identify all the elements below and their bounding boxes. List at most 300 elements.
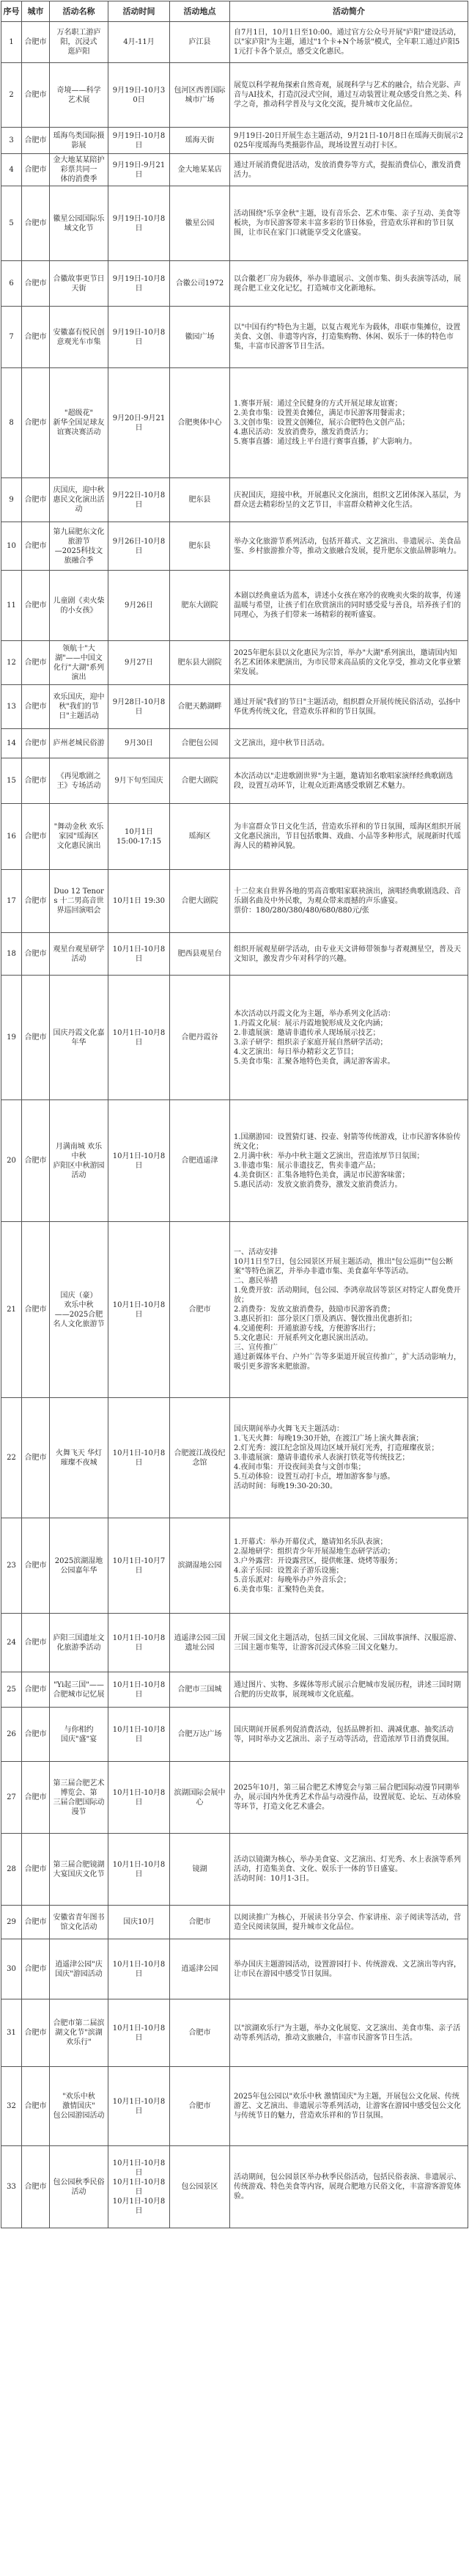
row-time: 10月1日-10月8日 xyxy=(108,1222,170,1398)
intro-line: 5.惠民活动：发放文旅消费券，激发文旅消费活力。 xyxy=(234,1180,402,1189)
row-time: 10月1日-10月8日 10月1日-10月8日 10月1日-10月8日 xyxy=(108,2146,170,2228)
row-intro xyxy=(230,186,468,261)
row-no: 32 xyxy=(1,2067,22,2146)
row-no: 12 xyxy=(1,641,22,685)
intro-line: 活动时间：每晚19:30-20:30。 xyxy=(234,1482,338,1490)
intro-line: 2025年肥东县以文化惠民为宗旨，举办"大湖"系列演出，邀请国内知名艺术团体来肥演出，为市民带来高品质的文化享受，推动文化事业繁荣发展。 xyxy=(234,649,461,676)
row-no: 22 xyxy=(1,1398,22,1518)
row-no: 23 xyxy=(1,1518,22,1614)
row-time: 10月1日-10月8日 xyxy=(108,1672,170,1708)
row-place: 合肥市 xyxy=(170,1222,230,1398)
header-time: 活动时间 xyxy=(108,1,170,22)
intro-line: 2.非遗展演：邀请非遗传承人现场展示技艺； xyxy=(234,1028,380,1037)
row-time: 10月1日-10月8日 xyxy=(108,1398,170,1518)
row-city: 合肥市 xyxy=(22,522,50,571)
row-no: 33 xyxy=(1,2146,22,2228)
intro-line: 3.文创市集：设置文创摊位，展示合肥特色文创产品； xyxy=(234,419,410,427)
intro-line: 1.丹霞文化展：展示丹霞地貌形成及文化内涵； xyxy=(234,1019,388,1028)
row-name: 瑶海鸟类国际摄影展 xyxy=(50,128,108,154)
table-row xyxy=(1,368,468,478)
row-time: 国庆10月 xyxy=(108,1906,170,1939)
row-name: Duo 12 Tenors 十二男高音世界巡回演唱会 xyxy=(50,870,108,933)
row-intro xyxy=(230,261,468,307)
row-city: 合肥市 xyxy=(22,1834,50,1906)
row-city: 合肥市 xyxy=(22,571,50,641)
intro-line: 活动期间，包公园景区举办秋季民俗活动，包括民俗表演、非遗展示、传统游戏、特色美食等内容，展现合肥地方民俗文化，丰富游客游览体验。 xyxy=(234,2173,461,2200)
row-intro xyxy=(230,571,468,641)
intro-line: 2.湿地研学：组织青少年开展湿地生态研学活动； xyxy=(234,1547,395,1556)
table-row xyxy=(1,186,468,261)
row-name: 合肥市第二届滨湖文化节"滨湖欢乐行" xyxy=(50,1999,108,2067)
row-no: 9 xyxy=(1,478,22,522)
row-intro xyxy=(230,154,468,186)
row-no: 6 xyxy=(1,261,22,307)
row-intro xyxy=(230,1834,468,1906)
row-name: 徽星公园国际乐域文化节 xyxy=(50,186,108,261)
row-no: 14 xyxy=(1,729,22,758)
row-time: 10月1日-10月8日 xyxy=(108,1999,170,2067)
intro-line: 5.赛事直播：通过线上平台进行赛事直播，扩大影响力。 xyxy=(234,438,417,446)
row-intro xyxy=(230,685,468,729)
row-time: 10月1日-10月8日 xyxy=(108,1762,170,1834)
intro-line: 3.户外露营：开设露营区，提供帐篷、烧烤等服务； xyxy=(234,1556,402,1565)
intro-line: 5.互动体验：设置互动打卡点，增加游客参与感。 xyxy=(234,1473,395,1481)
row-name: "Yi起三国"——合肥城市记忆展 xyxy=(50,1672,108,1708)
row-city: 合肥市 xyxy=(22,478,50,522)
row-name: 庆国庆，迎中秋惠民文化演出活动 xyxy=(50,478,108,522)
row-no: 28 xyxy=(1,1834,22,1906)
intro-line: 以"滨湖欢乐行"为主题，举办文化展览、文艺演出、美食市集、亲子活动等系列活动，推动文旅融合，丰富市民游客节日生活。 xyxy=(234,2024,461,2042)
row-place: 合肥大剧院 xyxy=(170,870,230,933)
row-no: 18 xyxy=(1,933,22,976)
table-row xyxy=(1,1100,468,1222)
intro-line: 3.非遗市集：展示非遗技艺，售卖非遗产品； xyxy=(234,1161,380,1170)
row-city: 合肥市 xyxy=(22,186,50,261)
row-place: 肥东大剧院 xyxy=(170,571,230,641)
table-row xyxy=(1,1518,468,1614)
header-city: 城市 xyxy=(22,1,50,22)
row-time: 4月-11月 xyxy=(108,22,170,63)
intro-line: 2.美食市集：设置美食摊位，满足市民游客用餐需求； xyxy=(234,409,410,417)
row-place: 肥东县 xyxy=(170,522,230,571)
row-intro xyxy=(230,1398,468,1518)
row-name: 领航十"大湖"——中国文 化行"大湖"系列演出 xyxy=(50,641,108,685)
table-row xyxy=(1,478,468,522)
intro-line: 6.美食市集：汇聚特色美食。 xyxy=(234,1585,329,1594)
row-city: 合肥市 xyxy=(22,641,50,685)
intro-line: 为丰富群众节日文化生活，营造欢乐祥和的节日氛围，瑶海区组织开展文化惠民演出，节目包括歌舞、戏曲、小品等多种形式，展现新时代瑶海人民的精神风貌。 xyxy=(234,823,461,850)
row-place: 徽园广场 xyxy=(170,307,230,368)
row-time: 9月26日 xyxy=(108,571,170,641)
row-intro xyxy=(230,804,468,870)
intro-line: 自7月1日，10月1日至10:00。通过官方公众号开展"庐阳"建设活动，以"家庐阳"为主题，通过"1个卡+N个场景"模式，全年职工通过庐阳51元打卡各个景点，感受文化惠民。 xyxy=(234,29,461,56)
intro-line: 活动以镜湖为核心，举办美食宴、文艺演出、灯光秀、水上表演等系列活动，打造集美食、文化、娱乐于一体的节日盛宴。 xyxy=(234,1856,461,1873)
row-name: "超级花" 新华全国足球友谊赛决赛活动 xyxy=(50,368,108,478)
intro-line: 本次活动以"走进歌剧世界"为主题，邀请知名歌唱家演绎经典歌剧选段，设置互动环节，让观众近距离感受歌剧艺术魅力。 xyxy=(234,772,454,790)
row-name: 儿童剧《卖火柴的小女孩》 xyxy=(50,571,108,641)
intro-line: 十二位来自世界各地的男高音歌唱家联袂演出，演唱经典歌剧选段、音乐剧名曲及中外民歌，为观众带来震撼的声乐盛宴。 xyxy=(234,888,461,905)
row-intro xyxy=(230,22,468,63)
intro-line: 本剧以经典童话为蓝本，讲述小女孩在寒冷的夜晚卖火柴的故事，传递温暖与希望，让孩子们在欣赏演出的同时感受爱与善良，培养孩子们的同理心，为孩子们带来一场精彩的视听盛宴。 xyxy=(234,592,461,619)
row-intro xyxy=(230,1518,468,1614)
row-name: 2025滨湖湿地公园嘉年华 xyxy=(50,1518,108,1614)
row-place: 肥东县 xyxy=(170,478,230,522)
intro-line: 以阅读推广为核心，开展读书分享会、作家讲座、亲子阅读等活动，营造全民阅读氛围，提升城市文化品位。 xyxy=(234,1913,461,1931)
table-row xyxy=(1,1999,468,2067)
row-time: 10月1日-10月8日 xyxy=(108,1834,170,1906)
row-no: 26 xyxy=(1,1708,22,1762)
header-place: 活动地点 xyxy=(170,1,230,22)
row-place: 肥西县观星台 xyxy=(170,933,230,976)
table-row xyxy=(1,933,468,976)
header-name: 活动名称 xyxy=(50,1,108,22)
row-city: 合肥市 xyxy=(22,870,50,933)
row-name: 庐阳三国遗址文化旅游季活动 xyxy=(50,1614,108,1672)
row-city: 合肥市 xyxy=(22,2146,50,2228)
row-no: 31 xyxy=(1,1999,22,2067)
intro-line: 以合徽老厂房为载体，举办非遗展示、文创市集、街头表演等活动，展现合肥工业文化记忆，打造城市文化新地标。 xyxy=(234,274,461,293)
row-city: 合肥市 xyxy=(22,1906,50,1939)
row-name: 第三届合肥镜湖大宴国庆文化节 xyxy=(50,1834,108,1906)
row-time: 10月1日 15:00-17:15 xyxy=(108,804,170,870)
row-no: 5 xyxy=(1,186,22,261)
table-row xyxy=(1,729,468,758)
row-intro xyxy=(230,522,468,571)
row-no: 3 xyxy=(1,128,22,154)
table-row xyxy=(1,1834,468,1906)
row-place: 合肥市 xyxy=(170,1999,230,2067)
intro-line: 三、宣传推广 xyxy=(234,1344,278,1352)
header-intro: 活动简介 xyxy=(230,1,468,22)
row-no: 25 xyxy=(1,1672,22,1708)
row-name: 合徽故事更节日天街 xyxy=(50,261,108,307)
row-intro xyxy=(230,1939,468,1999)
row-place: 合肥天鹅湖畔 xyxy=(170,685,230,729)
row-city: 合肥市 xyxy=(22,307,50,368)
row-time: 10月1日-10月8日 xyxy=(108,1614,170,1672)
row-city: 合肥市 xyxy=(22,685,50,729)
row-intro xyxy=(230,1222,468,1398)
row-time: 9月19日-9月21日 xyxy=(108,154,170,186)
row-city: 合肥市 xyxy=(22,804,50,870)
row-city: 合肥市 xyxy=(22,1100,50,1222)
row-no: 7 xyxy=(1,307,22,368)
table-row xyxy=(1,63,468,128)
row-city: 合肥市 xyxy=(22,154,50,186)
row-name: 《再见歌剧之王》专场活动 xyxy=(50,758,108,804)
intro-line: 组织开展观星研学活动，由专业天文讲师带领参与者观测星空，普及天文知识，激发青少年对科学的兴趣。 xyxy=(234,945,461,963)
row-no: 16 xyxy=(1,804,22,870)
row-name: 金大地某某陪护彩票共同一 体的消费季 xyxy=(50,154,108,186)
intro-line: 2.灯光秀：渡江纪念馆及周边区域开展灯光秀，打造璀璨夜景； xyxy=(234,1444,439,1452)
row-place: 包公园景区 xyxy=(170,2146,230,2228)
row-place: 合肥市 xyxy=(170,2067,230,2146)
row-city: 合肥市 xyxy=(22,1672,50,1708)
intro-line: 1.免费开放：活动期间，包公园、李鸿章故居等景区对特定人群免费开放； xyxy=(234,1287,461,1304)
row-name: 欢乐国庆，迎中秋"我们的节日"主题活动 xyxy=(50,685,108,729)
intro-line: 2025年10月，第三届合肥艺术博览会与第三届合肥国际动漫节同期举办，展示国内外优秀艺术作品与动漫作品，设置展览、论坛、互动体验等环节，打造文化艺术盛会。 xyxy=(234,1784,461,1811)
intro-line: 4.交通便利：开通旅游专线，方便游客出行； xyxy=(234,1325,380,1333)
table-row xyxy=(1,1614,468,1672)
intro-line: 以"中国有约"特色为主题，以复古观光车为载体，串联市集摊位，设置美食、文创、非遗等内容，打造集购物、休闲、娱乐于一体的特色市集，丰富市民游客节日生活。 xyxy=(234,323,461,351)
row-name: 庐州老城民俗游 xyxy=(50,729,108,758)
row-time: 10月1日-10月8日 xyxy=(108,2067,170,2146)
table-row xyxy=(1,1708,468,1762)
row-time: 9月19日-10月30日 xyxy=(108,63,170,128)
row-place: 逍遥津公园 xyxy=(170,1939,230,1999)
row-place: 肥东县大剧院 xyxy=(170,641,230,685)
row-place: 合肥丹霞谷 xyxy=(170,976,230,1100)
intro-line: 1.开幕式：举办开幕仪式，邀请知名乐队表演； xyxy=(234,1537,388,1546)
row-place: 合肥包公园 xyxy=(170,729,230,758)
intro-line: 举办国庆主题游园活动，设置游园打卡、传统游戏、文艺演出等内容，让市民在游园中感受节日氛围。 xyxy=(234,1960,461,1978)
row-intro xyxy=(230,758,468,804)
row-intro xyxy=(230,2067,468,2146)
row-city: 合肥市 xyxy=(22,1939,50,1999)
row-name: "舞动金秋 欢乐家园"瑶海区 文化惠民演出 xyxy=(50,804,108,870)
table-row xyxy=(1,571,468,641)
intro-line: 4.夜间市集：开设夜间美食与文创市集； xyxy=(234,1463,366,1471)
row-time: 9月28日-10月8日 xyxy=(108,685,170,729)
row-name: "欢乐中秋 激情国庆" 包公园游园活动 xyxy=(50,2067,108,2146)
intro-line: 2025年包公园以"欢乐中秋 激情国庆"为主题，开展包公文化展、传统游艺、文艺演出、非遗展示等系列活动，让游客在游园中感受包公文化与传统节日的魅力，营造欢乐祥和的节日氛围。 xyxy=(234,2093,461,2120)
intro-line: 4.文艺演出：每日举办精彩文艺节目； xyxy=(234,1047,358,1056)
row-place: 合肥万达广场 xyxy=(170,1708,230,1762)
row-no: 17 xyxy=(1,870,22,933)
table-row xyxy=(1,128,468,154)
table-row xyxy=(1,2146,468,2228)
table-row xyxy=(1,261,468,307)
row-name: 国庆（豪） 欢乐中秋 ——2025合肥名人文化旅游节 xyxy=(50,1222,108,1398)
row-time: 10月1日-10月8日 xyxy=(108,1939,170,1999)
row-time: 10月1日 19:30 xyxy=(108,870,170,933)
intro-line: 活动围绕"乐享金秋"主题，设有音乐会、艺术市集、亲子互动、美食等板块，为市民游客带来丰富多彩的节日体验，营造欢乐祥和的节日氛围，让市民在家门口就能享受文化盛宴。 xyxy=(234,210,461,237)
row-no: 30 xyxy=(1,1939,22,1999)
intro-line: 国庆期间举办火舞飞天主题活动： xyxy=(234,1425,344,1433)
row-place: 徽星公园 xyxy=(170,186,230,261)
intro-line: 展览以科学视角探索自然奇观，展现科学与艺术的融合，结合光影、声音与AI技术，打造沉浸式空间，通过互动装置让观众感受自然之美、科学之奇，推动科学普及与文化交流，提升城市文化品位。 xyxy=(234,81,462,109)
row-city: 合肥市 xyxy=(22,758,50,804)
row-city: 合肥市 xyxy=(22,729,50,758)
row-time: 9月下旬至国庆 xyxy=(108,758,170,804)
row-name: 安徽省青年图书 馆文化活动 xyxy=(50,1906,108,1939)
table-row xyxy=(1,307,468,368)
row-place: 包河区西普国际城市广场 xyxy=(170,63,230,128)
row-time: 9月19日-10月8日 xyxy=(108,186,170,261)
table-row xyxy=(1,522,468,571)
row-place: 瑶海天街 xyxy=(170,128,230,154)
table-row xyxy=(1,22,468,63)
row-time: 9月26日-10月8日 xyxy=(108,522,170,571)
table-row xyxy=(1,804,468,870)
table-row xyxy=(1,758,468,804)
row-no: 27 xyxy=(1,1762,22,1834)
row-name: 奇境——科学 艺术展 xyxy=(50,63,108,128)
row-time: 9月30日 xyxy=(108,729,170,758)
table-row xyxy=(1,154,468,186)
intro-line: 2.消费券：发放文旅消费券，鼓励市民游客消费； xyxy=(234,1306,395,1314)
row-city: 合肥市 xyxy=(22,22,50,63)
row-city: 合肥市 xyxy=(22,1762,50,1834)
row-name: 与你相约 国庆"盛"宴 xyxy=(50,1708,108,1762)
row-no: 4 xyxy=(1,154,22,186)
table-row xyxy=(1,1762,468,1834)
intro-line: 5.文化惠民：开展系列文化惠民演出活动。 xyxy=(234,1334,373,1342)
row-name: 包公园秋季民俗活动 xyxy=(50,2146,108,2228)
row-time: 9月19日-10月8日 xyxy=(108,307,170,368)
row-city: 合肥市 xyxy=(22,368,50,478)
row-city: 合肥市 xyxy=(22,2067,50,2146)
table-row xyxy=(1,870,468,933)
row-no: 29 xyxy=(1,1906,22,1939)
row-intro xyxy=(230,2146,468,2228)
row-intro xyxy=(230,1906,468,1939)
row-no: 20 xyxy=(1,1100,22,1222)
row-no: 8 xyxy=(1,368,22,478)
row-time: 10月1日-10月8日 xyxy=(108,976,170,1100)
intro-line: 一、活动安排 xyxy=(234,1248,278,1256)
row-time: 9月19日-10月8日 xyxy=(108,128,170,154)
row-place: 镜湖 xyxy=(170,1834,230,1906)
row-time: 10月1日-10月8日 xyxy=(108,1100,170,1222)
row-place: 合肥奥体中心 xyxy=(170,368,230,478)
row-no: 21 xyxy=(1,1222,22,1398)
row-place: 滨湖国际会展中心 xyxy=(170,1762,230,1834)
header-no: 序号 xyxy=(1,1,22,22)
table-row xyxy=(1,1906,468,1939)
intro-line: 通过开展消费促进活动，发放消费券等方式，提振消费信心，激发消费活力。 xyxy=(234,161,461,179)
intro-line: 9月19日-20日开展生态主题活动，9月21日-10月8日在瑶海天街展示2025年度瑶海鸟类摄影作品，现场设置互动打卡区。 xyxy=(234,131,464,150)
row-place: 合徽公司1972 xyxy=(170,261,230,307)
row-intro xyxy=(230,368,468,478)
table-row xyxy=(1,685,468,729)
intro-line: 4.亲子乐园：设置亲子游乐设施； xyxy=(234,1566,344,1575)
row-intro xyxy=(230,976,468,1100)
intro-line: 通过开展"我们的节日"主题活动，组织群众开展传统民俗活动，弘扬中华优秀传统文化，营造欢乐祥和的节日氛围。 xyxy=(234,698,461,716)
row-place: 瑶海区 xyxy=(170,804,230,870)
row-no: 19 xyxy=(1,976,22,1100)
table-row xyxy=(1,1222,468,1398)
row-place: 金大地某某店 xyxy=(170,154,230,186)
row-no: 2 xyxy=(1,63,22,128)
row-no: 24 xyxy=(1,1614,22,1672)
row-name: 月满南城 欢乐中秋 庐阳区中秋游园活动 xyxy=(50,1100,108,1222)
intro-line: 3.非遗展演：邀请非遗传承人表演打铁花等传统技艺； xyxy=(234,1454,410,1462)
intro-line: 通过新媒体平台、户外广告等多渠道开展宣传推广，扩大活动影响力，吸引更多游客来肥旅游。 xyxy=(234,1353,461,1371)
row-no: 11 xyxy=(1,571,22,641)
events-table xyxy=(1,1,468,2228)
row-city: 合肥市 xyxy=(22,933,50,976)
row-city: 合肥市 xyxy=(22,63,50,128)
row-place: 合肥逍遥津 xyxy=(170,1100,230,1222)
intro-line: 通过图片、实物、多媒体等形式展示合肥城市发展历程，讲述三国时期合肥的历史故事，展现城市文化底蕴。 xyxy=(234,1680,461,1699)
row-place: 合肥市三国城 xyxy=(170,1672,230,1708)
row-name: 逍遥津公园"庆国庆"游园活动 xyxy=(50,1939,108,1999)
row-intro xyxy=(230,1614,468,1672)
table-row xyxy=(1,2067,468,2146)
intro-line: 3.惠民折扣：部分景区门票及酒店、餐饮推出优惠折扣； xyxy=(234,1315,417,1323)
intro-line: 10月1日至7日，包公园景区开展主题活动，推出"包公巡街""包公断案"等特色演艺，并举办非遗市集、美食嘉年华等活动。 xyxy=(234,1258,454,1276)
row-city: 合肥市 xyxy=(22,1999,50,2067)
row-city: 合肥市 xyxy=(22,1398,50,1518)
row-intro xyxy=(230,1708,468,1762)
row-city: 合肥市 xyxy=(22,1518,50,1614)
row-place: 合肥渡江战役纪念馆 xyxy=(170,1398,230,1518)
row-intro xyxy=(230,1100,468,1222)
intro-line: 国庆期间开展系列促消费活动，包括品牌折扣、满减优惠、抽奖活动等，同时举办文艺演出、亲子互动等活动，营造浓厚节日消费氛围。 xyxy=(234,1725,454,1743)
row-no: 10 xyxy=(1,522,22,571)
intro-line: 本次活动以丹霞文化为主题，举办系列文化活动： xyxy=(234,1009,395,1018)
row-time: 9月20日-9月21日 xyxy=(108,368,170,478)
row-city: 合肥市 xyxy=(22,1614,50,1672)
row-place: 滨湖湿地公园 xyxy=(170,1518,230,1614)
row-time: 10月1日-10月8日 xyxy=(108,933,170,976)
intro-line: 1.飞天火舞：每晚19:30开始，在渡江广场上演火舞表演； xyxy=(234,1435,424,1443)
row-time: 10月1日-10月8日 xyxy=(108,1708,170,1762)
row-city: 合肥市 xyxy=(22,261,50,307)
intro-line: 1.国潮游园：设置猜灯谜、投壶、射箭等传统游戏，让市民游客体验传统文化； xyxy=(234,1133,461,1151)
intro-line: 2.月满中秋：举办中秋主题文艺演出，营造浓厚节日氛围； xyxy=(234,1152,424,1160)
row-city: 合肥市 xyxy=(22,128,50,154)
row-intro xyxy=(230,478,468,522)
row-place: 合肥市 xyxy=(170,1906,230,1939)
row-intro xyxy=(230,63,468,128)
row-intro xyxy=(230,933,468,976)
row-intro xyxy=(230,729,468,758)
row-city: 合肥市 xyxy=(22,1222,50,1398)
intro-line: 4.惠民活动：发放消费券，激发消费活力； xyxy=(234,428,373,436)
row-intro xyxy=(230,1762,468,1834)
intro-line: 5.音乐派对：每晚举办户外音乐会； xyxy=(234,1576,351,1584)
row-place: 逍遥津公园三国遗址公园 xyxy=(170,1614,230,1672)
table-row xyxy=(1,641,468,685)
intro-line: 4.美食街区：汇集各地特色美食，满足市民游客味蕾； xyxy=(234,1171,410,1179)
row-name: 万名职工游庐阳，沉浸式 逛庐阳 xyxy=(50,22,108,63)
intro-line: 票价：180/280/380/480/680/880元/张 xyxy=(234,907,369,915)
row-intro xyxy=(230,641,468,685)
row-intro xyxy=(230,1999,468,2067)
row-no: 15 xyxy=(1,758,22,804)
row-intro xyxy=(230,307,468,368)
table-row xyxy=(1,1672,468,1708)
intro-line: 活动时间：10月1-3日。 xyxy=(234,1875,314,1883)
row-name: 火舞飞天 华灯 璀璨不夜城 xyxy=(50,1398,108,1518)
row-name: 安徽嘉有悦民创意观光车市集 xyxy=(50,307,108,368)
row-no: 13 xyxy=(1,685,22,729)
intro-line: 举办文化旅游节系列活动，包括开幕式、文艺演出、非遗展示、美食品鉴、乡村旅游推介等，推动文旅融合发展，提升肥东文旅品牌影响力。 xyxy=(234,537,461,555)
row-city: 合肥市 xyxy=(22,976,50,1100)
table-header-row xyxy=(1,1,468,22)
row-name: 观星台观星研学活动 xyxy=(50,933,108,976)
intro-line: 5.美食市集：汇聚各地特色美食，满足游客需求。 xyxy=(234,1057,395,1066)
row-time: 9月22日-10月8日 xyxy=(108,478,170,522)
table-body xyxy=(1,22,468,2228)
intro-line: 文艺演出，迎中秋节日活动。 xyxy=(234,739,329,747)
row-time: 9月27日 xyxy=(108,641,170,685)
intro-line: 开展三国文化主题活动，包括三国文化展、三国故事演绎、汉服巡游、三国主题市集等，让游客沉浸式体验三国文化魅力。 xyxy=(234,1633,461,1652)
row-city: 合肥市 xyxy=(22,1708,50,1762)
table-row xyxy=(1,976,468,1100)
row-intro xyxy=(230,1672,468,1708)
intro-line: 3.亲子研学：组织亲子家庭开展自然研学活动； xyxy=(234,1038,388,1047)
row-name: 国庆丹霞文化嘉年华 xyxy=(50,976,108,1100)
row-time: 9月19日-10月8日 xyxy=(108,261,170,307)
row-time: 10月1日-10月7日 xyxy=(108,1518,170,1614)
intro-line: 二、惠民举措 xyxy=(234,1277,278,1285)
table-row xyxy=(1,1398,468,1518)
table-row xyxy=(1,1939,468,1999)
row-intro xyxy=(230,128,468,154)
